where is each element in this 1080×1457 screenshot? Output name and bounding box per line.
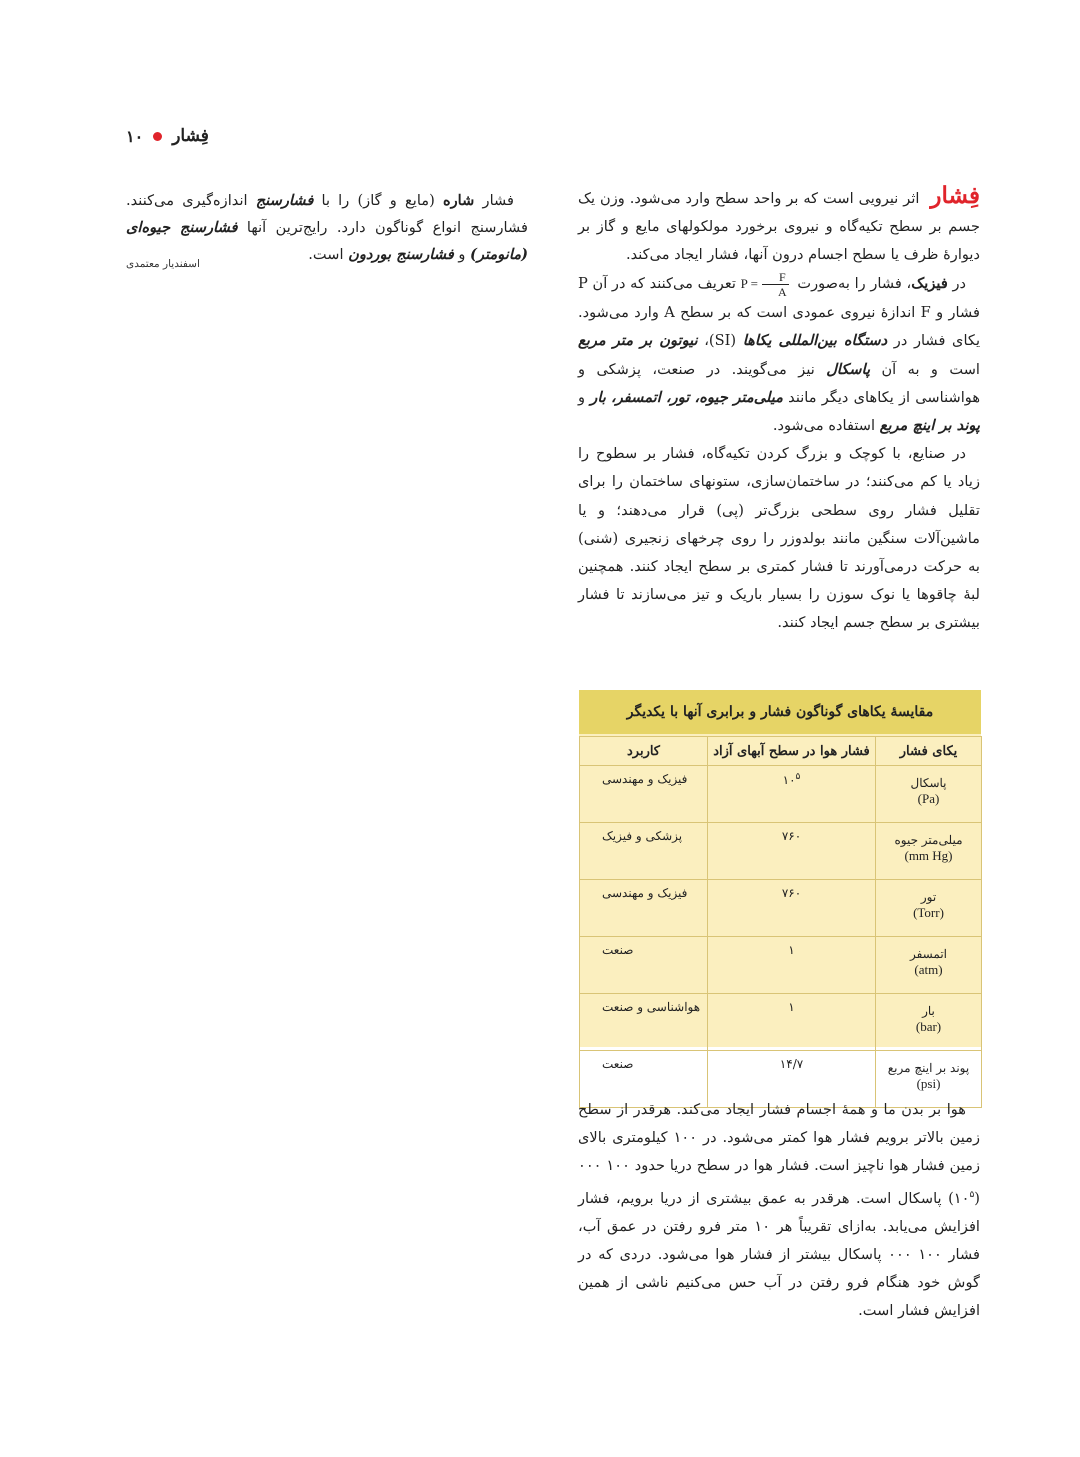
unit-cell <box>876 823 982 880</box>
bourdon-term: فشارسنج بوردون <box>348 246 454 263</box>
unit-symbol: (atm) <box>914 962 943 977</box>
usage-cell: صنعت <box>580 937 708 994</box>
unit-cell <box>876 994 982 1051</box>
unit-symbol: (psi) <box>916 1076 941 1091</box>
usage-cell: پزشکی و فیزیک <box>580 823 708 880</box>
air-pressure-section <box>578 1096 980 1325</box>
unit-name: اتمسفر <box>909 947 947 961</box>
text-span: است و به آن <box>881 360 980 378</box>
term-heading: فِشار <box>930 182 980 209</box>
text-span: (مایع و گاز) را با <box>321 192 435 209</box>
unit-cell <box>876 880 982 937</box>
table-row <box>580 880 982 937</box>
unit-symbol: (mm Hg) <box>904 848 953 863</box>
unit-name: تور <box>920 890 937 904</box>
usage-cell: هواشناسی و صنعت <box>580 994 708 1051</box>
table-title: مقایسهٔ یکاهای گوناگون فشار و برابری آنها با یکدیگر <box>579 690 981 734</box>
value-text: ۱۰ <box>782 773 796 787</box>
table-row <box>580 937 982 994</box>
gauge-term: فشارسنج <box>255 192 314 209</box>
value-cell: ۷۶۰ <box>708 823 876 880</box>
units-table <box>579 736 982 1108</box>
unit-name: بار <box>922 1004 935 1018</box>
newton-per-square-meter-term: نیوتون بر متر مربع <box>578 332 698 350</box>
mmhg-term: میلی‌متر جیوه، <box>694 388 783 406</box>
text-span: ) پاسکال است. هرقدر به عمق بیشتری از دریا برویم، فشار افزایش می‌یابد. به‌ازای تقریباً هر ۱۰ متر فرو رفتن در عمق آب، فشار ۱۰۰ ۰۰۰ پاسکال بیشتر از فشار هوا می‌شود. دردی که در گوش خود هنگام فرو رفتن در آب حس می‌کنیم ناشی از همین افزایش فشار است. <box>578 1189 980 1320</box>
table-header-row <box>580 737 982 766</box>
text-span: نیز می‌گویند. در صنعت، پزشکی و هواشناسی از یکاهای دیگر مانند <box>578 360 981 406</box>
text-span: اندازه‌گیری می‌کنند. فشارسنج انواع گوناگون دارد. رایج‌ترین آنها <box>126 192 528 236</box>
torr-term: تور، <box>665 388 690 406</box>
text-span: و <box>458 246 466 263</box>
main-column <box>578 182 980 638</box>
bar-term: بار <box>590 388 606 406</box>
chapter-title: فِشار <box>172 126 209 146</box>
intro-paragraph <box>578 182 980 270</box>
unit-cell <box>876 766 982 823</box>
pressure-formula <box>740 270 793 300</box>
intro-text: اثر نیرویی است که بر واحد سطح وارد می‌شود. وزن یک جسم بر سطح تکیه‌گاه و نیروی برخورد مولکولهای مایع و گاز بر دیوارهٔ ظرف یا سطح اجسام درون آنها، فشار ایجاد می‌کند. <box>578 190 980 264</box>
unit-symbol: (Pa) <box>917 791 940 806</box>
author-credit: اسفندیار معتمدی <box>126 258 200 270</box>
si-term: دستگاه بین‌المللی یکاها <box>742 332 888 350</box>
pascal-term: پاسکال <box>826 360 871 378</box>
usage-cell: فیزیک و مهندسی <box>580 880 708 937</box>
unit-cell <box>876 937 982 994</box>
column-header: کاربرد <box>580 737 708 766</box>
pressure-units-table <box>579 690 981 1091</box>
fraction-numerator: F <box>762 270 789 285</box>
text-span: و <box>578 388 586 406</box>
industry-paragraph: در صنایع، با کوچک و بزرگ کردن تکیه‌گاه، فشار بر سطوح را زیاد یا کم می‌کنند؛ در ساختمان‌سازی، ستونهای ساختمان را برای تقلیل فشار روی سطحی بزرگ‌تر (پی) قرار می‌دهند؛ و یا ماشین‌آلات سنگین مانند بولدوزر را روی چرخهای زنجیری (شنی) به حرکت درمی‌آورند تا فشار کمتری بر سطح ایجاد کنند. همچنین لبهٔ چاقوها یا نوک سوزن را بسیار باریک و تیز می‌سازند تا فشار بیشتری بر سطح جسم ایجاد کنند. <box>578 445 980 632</box>
atm-term: اتمسفر، <box>611 388 661 406</box>
page-header <box>126 126 209 146</box>
fraction <box>761 270 790 299</box>
table-row <box>580 823 982 880</box>
text-span: استفاده می‌شود. <box>772 416 876 434</box>
unit-name: پاسکال <box>910 776 947 790</box>
column-header: فشار هوا در سطح آبهای آزاد <box>708 737 876 766</box>
unit-name: پوند بر اینچ مربع <box>887 1061 970 1075</box>
text-span: هوا بر بدن ما و همهٔ اجسام فشار ایجاد می‌کند. هرقدر از سطح زمین بالاتر برویم فشار هوا کمتر می‌شود. در ۱۰۰ کیلومتری بالای زمین فشار هوا ناچیز است. فشار هوا در سطح دریا حدود ۱۰۰ ۰۰۰ (۱۰ <box>578 1101 981 1207</box>
unit-symbol: (bar) <box>915 1019 942 1034</box>
physics-term: فیزیک <box>911 274 948 292</box>
fluid-term: شاره <box>442 192 475 209</box>
manometer-term: فشارسنج جیوه‌ای (مانومتر) <box>126 219 528 263</box>
text-span: تعریف می‌کنند که در آن P فشار و F اندازهٔ نیروی عمودی است که بر سطح A وارد می‌شود. یکای فشار در <box>578 274 981 350</box>
page-number: ۱۰ <box>126 126 144 146</box>
text-span: در <box>952 274 967 292</box>
fraction-denominator: A <box>777 285 787 300</box>
table-row <box>580 766 982 823</box>
text-span: ، فشار را به‌صورت <box>797 274 912 292</box>
value-cell: ۱ <box>708 994 876 1051</box>
usage-cell: صنعت <box>580 1051 708 1108</box>
value-cell: ۷۶۰ <box>708 880 876 937</box>
unit-name: میلی‌متر جیوه <box>894 833 963 847</box>
physics-paragraph <box>578 270 980 441</box>
value-cell: ۱۴/۷ <box>708 1051 876 1108</box>
text-span: است. <box>308 246 344 263</box>
side-note <box>126 187 528 268</box>
column-header: یکای فشار <box>876 737 982 766</box>
exponent: ۵ <box>969 1189 975 1200</box>
usage-cell: فیزیک و مهندسی <box>580 766 708 823</box>
text-span: (SI)، <box>704 332 737 350</box>
value-exponent: ۵ <box>795 772 801 782</box>
red-dot-icon <box>153 132 162 141</box>
formula-lhs: P = <box>740 275 758 291</box>
value-cell <box>708 766 876 823</box>
table-row <box>580 994 982 1051</box>
value-cell: ۱ <box>708 937 876 994</box>
text-span: فشار <box>482 192 515 209</box>
unit-symbol: (Torr) <box>913 905 944 920</box>
psi-term: پوند بر اینچ مربع <box>879 416 980 434</box>
